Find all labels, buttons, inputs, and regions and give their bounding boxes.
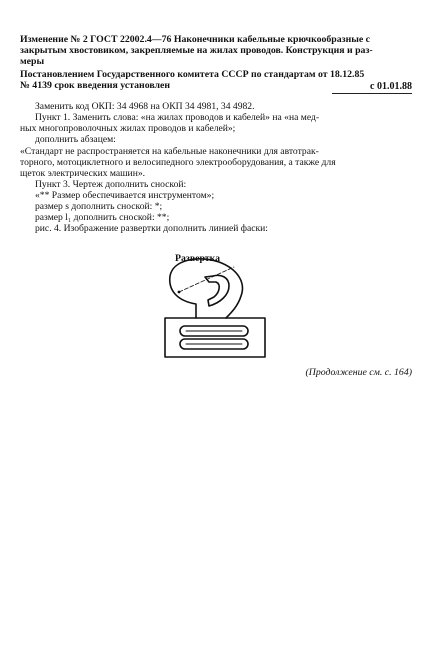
hook-slot [205,275,229,306]
figure-title: Развертка [175,253,220,264]
body-line-12: рис. 4. Изображение развертки дополнить линией фаски: [35,223,268,234]
body-line-8: Пункт 3. Чертеж дополнить сноской: [35,179,187,190]
body-line-6: торного, мотоциклетного и велосипедного электрооборудования, а также для [20,157,336,168]
body-line-11: размер l₁ дополнить сноской: **; [35,212,170,223]
body-line-4: дополнить абзацем: [35,134,116,145]
tab-outline [165,318,265,357]
body-line-10: размер s дополнить сноской: *; [35,201,163,212]
body-line-3: ных многопроволочных жилах проводов и кабелей»; [20,123,236,134]
body-line-5: «Стандарт не распространяется на кабельные наконечники для автотрак- [20,146,319,157]
chamfer-line [179,267,234,292]
decree-line-2: № 4139 срок введения установлен [20,80,170,91]
body-line-7: щеток электрических машин». [20,168,146,179]
continuation-note: (Продолжение см. с. 164) [305,367,412,378]
header-line-2: закрытым хвостовиком, закрепляемые на жилах проводов. Конструкция и раз- [20,45,373,56]
chamfer-mark [178,291,181,294]
header-line-3: меры [20,56,45,67]
header-line-1: Изменение № 2 ГОСТ 22002.4—76 Наконечники кабельные крючкообразные с [20,34,371,45]
body-line-2: Пункт 1. Заменить слова: «на жилах проводов и кабелей» на «на мед- [35,112,320,123]
body-line-9: «** Размер обеспечивается инструментом»; [35,190,215,201]
decree-line-1: Постановлением Государственного комитета СССР по стандартам от 18.12.85 [20,69,365,80]
body-line-1: Заменить код ОКП: 34 4968 на ОКП 34 4981, 34 4982. [35,101,255,112]
effective-date: с 01.01.88 [370,81,412,92]
